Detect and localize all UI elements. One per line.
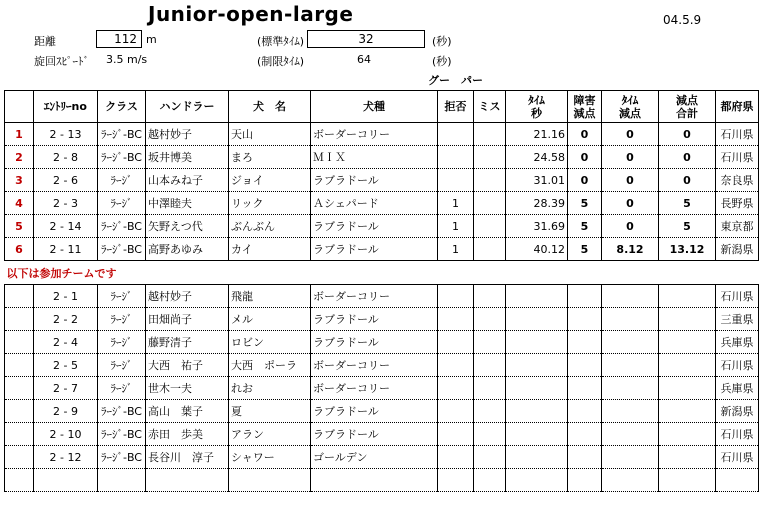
empty-cell: [474, 331, 506, 354]
breed-cell: ラブラドール: [311, 308, 438, 331]
empty-cell: [506, 400, 568, 423]
entry-cell: 2 - 2: [34, 308, 98, 331]
total-penalty-cell: 5: [659, 215, 716, 238]
time-penalty-cell: 0: [602, 123, 659, 146]
prefecture-cell: 石川県: [716, 446, 759, 469]
rank-cell: 4: [5, 192, 34, 215]
table-row: [5, 146, 759, 169]
prefecture-cell: 石川県: [716, 285, 759, 308]
empty-cell: [474, 423, 506, 446]
handler-cell: 大西 祐子: [146, 354, 229, 377]
rank-cell: [5, 377, 34, 400]
breed-cell: ラブラドール: [311, 215, 438, 238]
prefecture-cell: 三重県: [716, 308, 759, 331]
miss-cell: [474, 123, 506, 146]
total-penalty-cell: 0: [659, 123, 716, 146]
empty-cell: [568, 377, 602, 400]
entry-cell: 2 - 11: [34, 238, 98, 261]
dog-name-cell: 大西 ポーラ: [229, 354, 311, 377]
handler-cell: 田畑尚子: [146, 308, 229, 331]
empty-cell: [659, 400, 716, 423]
dog-name-cell: まろ: [229, 146, 311, 169]
empty-cell: [602, 354, 659, 377]
dog-name-cell: 飛龍: [229, 285, 311, 308]
rank-cell: [5, 400, 34, 423]
participants-note-row: [5, 261, 759, 285]
dog-name-cell: カイ: [229, 238, 311, 261]
obstacle-penalty-cell: 5: [568, 192, 602, 215]
header-cell: ミス: [474, 91, 506, 123]
empty-cell: [602, 308, 659, 331]
class-cell: ﾗｰｼﾞ: [98, 285, 146, 308]
empty-cell: [506, 354, 568, 377]
prefecture-cell: 石川県: [716, 123, 759, 146]
table-row: [5, 123, 759, 146]
class-cell: ﾗｰｼﾞ-BC: [98, 146, 146, 169]
entry-cell: 2 - 13: [34, 123, 98, 146]
time-penalty-cell: 8.12: [602, 238, 659, 261]
distance-label: 距離: [34, 35, 56, 48]
table-row: [5, 238, 759, 261]
table-row: [5, 285, 759, 308]
empty-cell: [34, 469, 98, 492]
handler-cell: 越村妙子: [146, 123, 229, 146]
header-cell: 拒否: [438, 91, 474, 123]
empty-cell: [659, 423, 716, 446]
empty-cell: [602, 446, 659, 469]
breed-cell: ゴールデン: [311, 446, 438, 469]
rank-cell: [5, 354, 34, 377]
breed-cell: ＭＩＸ: [311, 146, 438, 169]
total-penalty-cell: 13.12: [659, 238, 716, 261]
empty-cell: [659, 354, 716, 377]
limit-time-value: 64: [357, 53, 371, 66]
header-cell: 犬種: [311, 91, 438, 123]
empty-cell: [146, 469, 229, 492]
header-cell: 障害 減点: [568, 91, 602, 123]
std-time-unit: (秒): [432, 35, 452, 48]
table-row: [5, 400, 759, 423]
miss-cell: [474, 146, 506, 169]
time-cell: 31.01: [506, 169, 568, 192]
obstacle-penalty-cell: 0: [568, 123, 602, 146]
time-cell: 40.12: [506, 238, 568, 261]
prefecture-cell: 新潟県: [716, 238, 759, 261]
table-row: [5, 354, 759, 377]
rank-cell: 1: [5, 123, 34, 146]
empty-cell: [474, 469, 506, 492]
breed-cell: ラブラドール: [311, 423, 438, 446]
header-rank: [5, 91, 34, 123]
dog-name-cell: メル: [229, 308, 311, 331]
empty-cell: [438, 423, 474, 446]
std-time-label: (標準ﾀｲﾑ): [257, 35, 305, 48]
entry-cell: 2 - 5: [34, 354, 98, 377]
header-row: [5, 91, 759, 123]
entry-cell: 2 - 4: [34, 331, 98, 354]
empty-cell: [716, 469, 759, 492]
handler-cell: 山本みね子: [146, 169, 229, 192]
table-row: [5, 423, 759, 446]
rank-cell: [5, 423, 34, 446]
class-cell: ﾗｰｼﾞ-BC: [98, 215, 146, 238]
prefecture-cell: 長野県: [716, 192, 759, 215]
empty-cell: [506, 331, 568, 354]
handler-cell: 世木一夫: [146, 377, 229, 400]
refusal-cell: 1: [438, 192, 474, 215]
empty-cell: [506, 377, 568, 400]
empty-cell: [568, 308, 602, 331]
prefecture-cell: 新潟県: [716, 400, 759, 423]
miss-cell: [474, 192, 506, 215]
empty-cell: [474, 400, 506, 423]
header-cell: ハンドラー: [146, 91, 229, 123]
empty-cell: [438, 400, 474, 423]
limit-time-label: (制限ﾀｲﾑ): [257, 55, 305, 68]
class-cell: ﾗｰｼﾞ-BC: [98, 123, 146, 146]
empty-cell: [474, 354, 506, 377]
rank-cell: 3: [5, 169, 34, 192]
breed-cell: Ａシェパード: [311, 192, 438, 215]
refusal-cell: [438, 146, 474, 169]
handler-cell: 坂井博美: [146, 146, 229, 169]
empty-cell: [311, 469, 438, 492]
handler-cell: 高野あゆみ: [146, 238, 229, 261]
header-cell: ﾀｲﾑ 秒: [506, 91, 568, 123]
header-cell: クラス: [98, 91, 146, 123]
header-cell: 都府県: [716, 91, 759, 123]
handler-cell: 藤野清子: [146, 331, 229, 354]
prefecture-cell: 兵庫県: [716, 377, 759, 400]
table-row: [5, 215, 759, 238]
class-cell: ﾗｰｼﾞ: [98, 192, 146, 215]
refusal-cell: 1: [438, 238, 474, 261]
time-penalty-cell: 0: [602, 192, 659, 215]
empty-cell: [506, 285, 568, 308]
empty-cell: [438, 354, 474, 377]
date-label: 04.5.9: [663, 13, 702, 27]
entry-cell: 2 - 3: [34, 192, 98, 215]
empty-cell: [602, 469, 659, 492]
empty-cell: [506, 308, 568, 331]
entry-cell: 2 - 8: [34, 146, 98, 169]
distance-unit: m: [146, 33, 157, 46]
class-cell: ﾗｰｼﾞ: [98, 331, 146, 354]
empty-cell: [438, 446, 474, 469]
header-cell: 減点 合計: [659, 91, 716, 123]
refusal-cell: 1: [438, 215, 474, 238]
class-cell: ﾗｰｼﾞ-BC: [98, 238, 146, 261]
prefecture-cell: 石川県: [716, 354, 759, 377]
total-penalty-cell: 0: [659, 169, 716, 192]
empty-cell: [438, 331, 474, 354]
empty-cell: [438, 308, 474, 331]
std-time-value: 32: [307, 30, 425, 48]
handler-cell: 越村妙子: [146, 285, 229, 308]
empty-cell: [5, 469, 34, 492]
empty-cell: [438, 285, 474, 308]
table-row: [5, 308, 759, 331]
entry-cell: 2 - 14: [34, 215, 98, 238]
results-table: [4, 90, 759, 492]
empty-cell: [602, 423, 659, 446]
empty-cell: [568, 285, 602, 308]
obstacle-penalty-cell: 5: [568, 215, 602, 238]
entry-cell: 2 - 6: [34, 169, 98, 192]
time-penalty-cell: 0: [602, 146, 659, 169]
time-penalty-cell: 0: [602, 215, 659, 238]
empty-cell: [474, 285, 506, 308]
empty-cell: [602, 400, 659, 423]
limit-time-unit: (秒): [432, 55, 452, 68]
empty-cell: [229, 469, 311, 492]
dog-name-cell: 夏: [229, 400, 311, 423]
prefecture-cell: 石川県: [716, 423, 759, 446]
refusal-cell: [438, 169, 474, 192]
handler-cell: 長谷川 淳子: [146, 446, 229, 469]
speed-label: 旋回ｽﾋﾟｰﾄﾞ: [34, 55, 89, 68]
table-row: [5, 377, 759, 400]
empty-cell: [602, 285, 659, 308]
prefecture-cell: 奈良県: [716, 169, 759, 192]
miss-cell: [474, 238, 506, 261]
empty-cell: [659, 446, 716, 469]
header-cell: ﾀｲﾑ 減点: [602, 91, 659, 123]
class-cell: ﾗｰｼﾞ: [98, 354, 146, 377]
distance-value: 112: [96, 30, 142, 48]
handler-cell: 中澤睦夫: [146, 192, 229, 215]
empty-cell: [568, 354, 602, 377]
prefecture-cell: 石川県: [716, 146, 759, 169]
breed-cell: ラブラドール: [311, 238, 438, 261]
table-row: [5, 169, 759, 192]
handler-cell: 赤田 歩美: [146, 423, 229, 446]
empty-cell: [602, 377, 659, 400]
empty-cell: [568, 446, 602, 469]
dog-name-cell: ロビン: [229, 331, 311, 354]
entry-cell: 2 - 7: [34, 377, 98, 400]
dog-name-cell: シャワー: [229, 446, 311, 469]
empty-cell: [568, 423, 602, 446]
table-row: [5, 446, 759, 469]
empty-cell: [659, 331, 716, 354]
miss-cell: [474, 169, 506, 192]
breed-cell: ボーダーコリー: [311, 354, 438, 377]
time-cell: 28.39: [506, 192, 568, 215]
class-cell: ﾗｰｼﾞ: [98, 377, 146, 400]
total-penalty-cell: 0: [659, 146, 716, 169]
entry-cell: 2 - 9: [34, 400, 98, 423]
refusal-cell: [438, 123, 474, 146]
empty-cell: [438, 377, 474, 400]
participants-note: 以下は参加チームです: [5, 261, 759, 285]
rank-cell: 2: [5, 146, 34, 169]
time-cell: 31.69: [506, 215, 568, 238]
class-cell: ﾗｰｼﾞ-BC: [98, 446, 146, 469]
miss-cell: [474, 215, 506, 238]
header-cell: 犬 名: [229, 91, 311, 123]
rank-cell: [5, 331, 34, 354]
handler-cell: 高山 葉子: [146, 400, 229, 423]
empty-cell: [438, 469, 474, 492]
class-cell: ﾗｰｼﾞ: [98, 169, 146, 192]
breed-cell: ラブラドール: [311, 400, 438, 423]
breed-cell: ボーダーコリー: [311, 285, 438, 308]
empty-cell: [474, 377, 506, 400]
rank-cell: [5, 285, 34, 308]
empty-cell: [98, 469, 146, 492]
empty-cell: [659, 308, 716, 331]
breed-cell: ラブラドール: [311, 169, 438, 192]
empty-cell: [474, 308, 506, 331]
class-cell: ﾗｰｼﾞ: [98, 308, 146, 331]
entry-cell: 2 - 12: [34, 446, 98, 469]
empty-cell: [602, 331, 659, 354]
header-cell: ｴﾝﾄﾘｰno: [34, 91, 98, 123]
empty-cell: [506, 469, 568, 492]
rank-cell: 6: [5, 238, 34, 261]
breed-cell: ボーダーコリー: [311, 123, 438, 146]
dog-name-cell: 天山: [229, 123, 311, 146]
dog-name-cell: ジョイ: [229, 169, 311, 192]
handler-cell: 矢野えつ代: [146, 215, 229, 238]
breed-cell: ラブラドール: [311, 331, 438, 354]
empty-row: [5, 469, 759, 492]
empty-cell: [506, 446, 568, 469]
empty-cell: [659, 377, 716, 400]
table-row: [5, 331, 759, 354]
empty-cell: [568, 400, 602, 423]
table-row: [5, 192, 759, 215]
page-title: Junior-open-large: [148, 2, 354, 26]
dog-name-cell: れお: [229, 377, 311, 400]
empty-cell: [568, 331, 602, 354]
time-cell: 24.58: [506, 146, 568, 169]
speed-value: 3.5 m/s: [106, 53, 148, 66]
breed-cell: ボーダーコリー: [311, 377, 438, 400]
dog-name-cell: リック: [229, 192, 311, 215]
obstacle-penalty-cell: 0: [568, 146, 602, 169]
empty-cell: [659, 285, 716, 308]
empty-cell: [568, 469, 602, 492]
empty-cell: [474, 446, 506, 469]
time-penalty-cell: 0: [602, 169, 659, 192]
entry-cell: 2 - 1: [34, 285, 98, 308]
rank-cell: [5, 446, 34, 469]
group-label: グー パー: [428, 74, 483, 87]
rank-cell: 5: [5, 215, 34, 238]
obstacle-penalty-cell: 5: [568, 238, 602, 261]
total-penalty-cell: 5: [659, 192, 716, 215]
class-cell: ﾗｰｼﾞ-BC: [98, 400, 146, 423]
time-cell: 21.16: [506, 123, 568, 146]
obstacle-penalty-cell: 0: [568, 169, 602, 192]
prefecture-cell: 東京都: [716, 215, 759, 238]
dog-name-cell: ぶんぶん: [229, 215, 311, 238]
entry-cell: 2 - 10: [34, 423, 98, 446]
prefecture-cell: 兵庫県: [716, 331, 759, 354]
class-cell: ﾗｰｼﾞ-BC: [98, 423, 146, 446]
empty-cell: [659, 469, 716, 492]
rank-cell: [5, 308, 34, 331]
empty-cell: [506, 423, 568, 446]
dog-name-cell: アラン: [229, 423, 311, 446]
